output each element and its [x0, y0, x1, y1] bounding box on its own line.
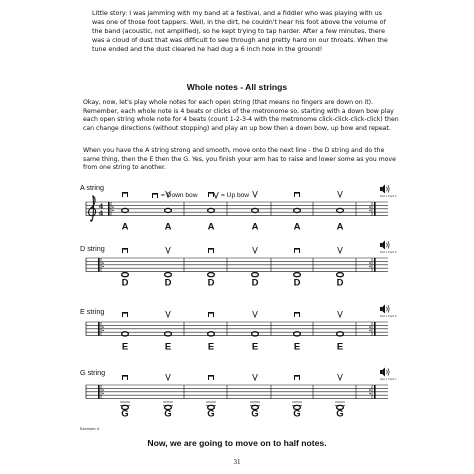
track-label: Disc 1 Track 4: [380, 195, 397, 198]
speaker-body: [380, 187, 382, 191]
repeat-start-thick: [98, 322, 100, 336]
down-bow-leg-left: [294, 248, 295, 253]
down-bow-leg-right: [213, 375, 214, 380]
note-name-label: D: [293, 277, 301, 289]
note-name-label: D: [207, 277, 215, 289]
repeat-dot: [102, 266, 103, 267]
down-bow-leg-right: [299, 192, 300, 197]
treble-clef: [89, 196, 96, 221]
speaker-body: [380, 370, 382, 374]
down-bow-leg-left: [122, 192, 123, 197]
string-label: D string: [80, 244, 105, 253]
page-number: 31: [233, 458, 241, 466]
repeat-dot: [369, 330, 370, 331]
whole-note: [252, 332, 259, 336]
up-bow-mark: [338, 247, 343, 253]
speaker-wave-2: [388, 241, 389, 248]
speaker-wave-2: [388, 185, 389, 192]
repeat-end-thick: [374, 385, 376, 399]
note-name-label: A: [207, 221, 215, 233]
whole-note: [208, 208, 215, 212]
whole-note: [294, 273, 301, 277]
up-bow-mark: [338, 311, 343, 317]
whole-note: [337, 332, 344, 336]
note-name-label: A: [336, 221, 344, 233]
speaker-body: [380, 307, 382, 311]
down-bow-leg-right: [213, 312, 214, 317]
up-bow-mark: [253, 374, 258, 380]
instructions-paragraph-1: Okay, now, let's play whole notes for each open string (that means no fingers are down on it). Remember, each whole note is 4 beats or clicks of the metronome so, starting with a down bow play each open string whole note for 4 beats (count 1-2-3-4 with the metronome click-click-click-click) then can change directions (without stopping) and play an up bow then a down bow, up bow and repeat.: [83, 99, 399, 132]
note-name-label: E: [251, 341, 259, 353]
repeat-start-thick: [108, 202, 110, 216]
down-bow-leg-right: [299, 312, 300, 317]
speaker-cone: [382, 185, 385, 194]
note-name-label: D: [336, 277, 344, 289]
legend-down-bow: = Down bow: [161, 192, 198, 199]
down-bow-leg-left: [122, 375, 123, 380]
down-bow-leg-left: [122, 312, 123, 317]
whole-note: [165, 273, 172, 277]
note-name-label: E: [164, 341, 172, 353]
note-name-label: D: [164, 277, 172, 289]
story-paragraph: Little story: I was jamming with my band at a festival, and a fiddler who was playing with us was one of those foot tappers. Well, in the dirt, he couldn't hear his foot above the volume of the band (acoustic, not amplified), so he kept trying to tap harder. After a few minutes, there was a cloud of dust that was difficult to see through and pretty hard on our throats. When the tune ended and the dust cleared he had dug a 6 inch hole in the ground!: [92, 9, 388, 53]
down-bow-leg-right: [213, 248, 214, 253]
repeat-dot: [102, 389, 103, 390]
repeat-dot: [112, 210, 113, 211]
note-name-label: G: [121, 408, 129, 420]
whole-note: [165, 208, 172, 212]
repeat-end-thick: [374, 202, 376, 216]
down-bow-leg-right: [299, 248, 300, 253]
speaker-wave-1: [387, 307, 388, 311]
whole-note: [252, 273, 259, 277]
repeat-end-thick: [374, 322, 376, 336]
whole-note: [252, 208, 259, 212]
speaker-cone: [382, 305, 385, 314]
note-name-label: D: [251, 277, 259, 289]
repeat-dot: [369, 393, 370, 394]
note-name-label: A: [251, 221, 259, 233]
whole-note: [337, 273, 344, 277]
down-bow-leg-left: [208, 375, 209, 380]
repeat-dot: [369, 262, 370, 263]
down-bow-leg-right: [127, 312, 128, 317]
down-bow-leg-left: [208, 248, 209, 253]
whole-note: [208, 332, 215, 336]
repeat-dot: [102, 330, 103, 331]
up-bow-mark: [253, 311, 258, 317]
note-name-label: E: [207, 341, 215, 353]
repeat-start-thick: [98, 258, 100, 272]
note-name-label: G: [207, 408, 215, 420]
up-bow-mark: [166, 247, 171, 253]
whole-note: [208, 273, 215, 277]
note-name-label: G: [164, 408, 172, 420]
repeat-dot: [369, 266, 370, 267]
repeat-dot: [112, 206, 113, 207]
up-bow-mark: [253, 247, 258, 253]
repeat-dot: [102, 262, 103, 263]
down-bow-leg-left: [208, 192, 209, 197]
whole-note: [122, 208, 129, 212]
treble-clef-tail: [90, 220, 92, 222]
note-name-label: G: [293, 408, 301, 420]
repeat-dot: [369, 206, 370, 207]
whole-note: [122, 332, 129, 336]
legend-up-bow: = Up bow: [221, 192, 250, 199]
down-bow-leg-left: [122, 248, 123, 253]
note-name-label: A: [164, 221, 172, 233]
string-label: G string: [80, 368, 106, 377]
note-name-label: G: [336, 408, 344, 420]
note-name-label: D: [121, 277, 129, 289]
repeat-dot: [102, 393, 103, 394]
up-bow-mark: [166, 311, 171, 317]
down-bow-leg-left: [152, 193, 153, 198]
down-bow-leg-right: [127, 375, 128, 380]
track-label: Disc 1 Track 5: [380, 251, 397, 254]
time-signature-top: 4: [99, 201, 103, 211]
speaker-cone: [382, 241, 385, 250]
string-label: E string: [80, 307, 105, 316]
up-bow-mark: [253, 191, 258, 197]
repeat-dot: [369, 389, 370, 390]
up-bow-mark: [214, 192, 219, 198]
speaker-wave-1: [387, 187, 388, 191]
note-name-label: G: [251, 408, 259, 420]
speaker-wave-2: [388, 305, 389, 312]
up-bow-mark: [338, 191, 343, 197]
section-title: Whole notes - All strings: [186, 82, 288, 92]
whole-note: [165, 332, 172, 336]
note-name-label: E: [336, 341, 344, 353]
speaker-wave-1: [387, 243, 388, 247]
speaker-cone: [382, 368, 385, 377]
down-bow-leg-left: [294, 312, 295, 317]
note-name-label: E: [293, 341, 301, 353]
staff-system-4: [80, 368, 397, 420]
note-name-label: A: [293, 221, 301, 233]
string-label: A string: [80, 183, 104, 192]
speaker-wave-2: [388, 368, 389, 375]
repeat-dot: [369, 210, 370, 211]
repeat-dot: [369, 326, 370, 327]
track-label: Disc 1 Track 6: [380, 315, 397, 318]
instructions-paragraph-2: When you have the A string strong and smooth, move onto the next line - the D string and do the same thing, then the E then the G. Yes, you finish your arm has to raise and lower some as you move from one string to another.: [83, 147, 396, 172]
repeat-start-thick: [98, 385, 100, 399]
down-bow-leg-left: [208, 312, 209, 317]
time-signature-bottom: 4: [99, 208, 103, 218]
staff-system-2: [80, 241, 397, 289]
up-bow-mark: [166, 374, 171, 380]
down-bow-leg-right: [157, 193, 158, 198]
down-bow-leg-right: [127, 192, 128, 197]
up-bow-mark: [338, 374, 343, 380]
speaker-wave-1: [387, 370, 388, 374]
note-name-label: A: [121, 221, 129, 233]
down-bow-leg-left: [294, 192, 295, 197]
whole-note: [337, 208, 344, 212]
whole-note: [294, 208, 301, 212]
repeat-end-thick: [374, 258, 376, 272]
bottom-title: Now, we are going to move on to half notes.: [147, 438, 327, 448]
staff-system-1: [80, 183, 397, 233]
track-label: Disc 1 Track 7: [380, 378, 397, 381]
repeat-dot: [102, 326, 103, 327]
down-bow-leg-left: [294, 375, 295, 380]
whole-note: [294, 332, 301, 336]
down-bow-leg-right: [127, 248, 128, 253]
note-name-label: E: [121, 341, 129, 353]
down-bow-leg-right: [299, 375, 300, 380]
speaker-body: [380, 243, 382, 247]
whole-note: [122, 273, 129, 277]
example-label: Example 4: [80, 427, 100, 431]
staff-system-3: [80, 305, 397, 353]
